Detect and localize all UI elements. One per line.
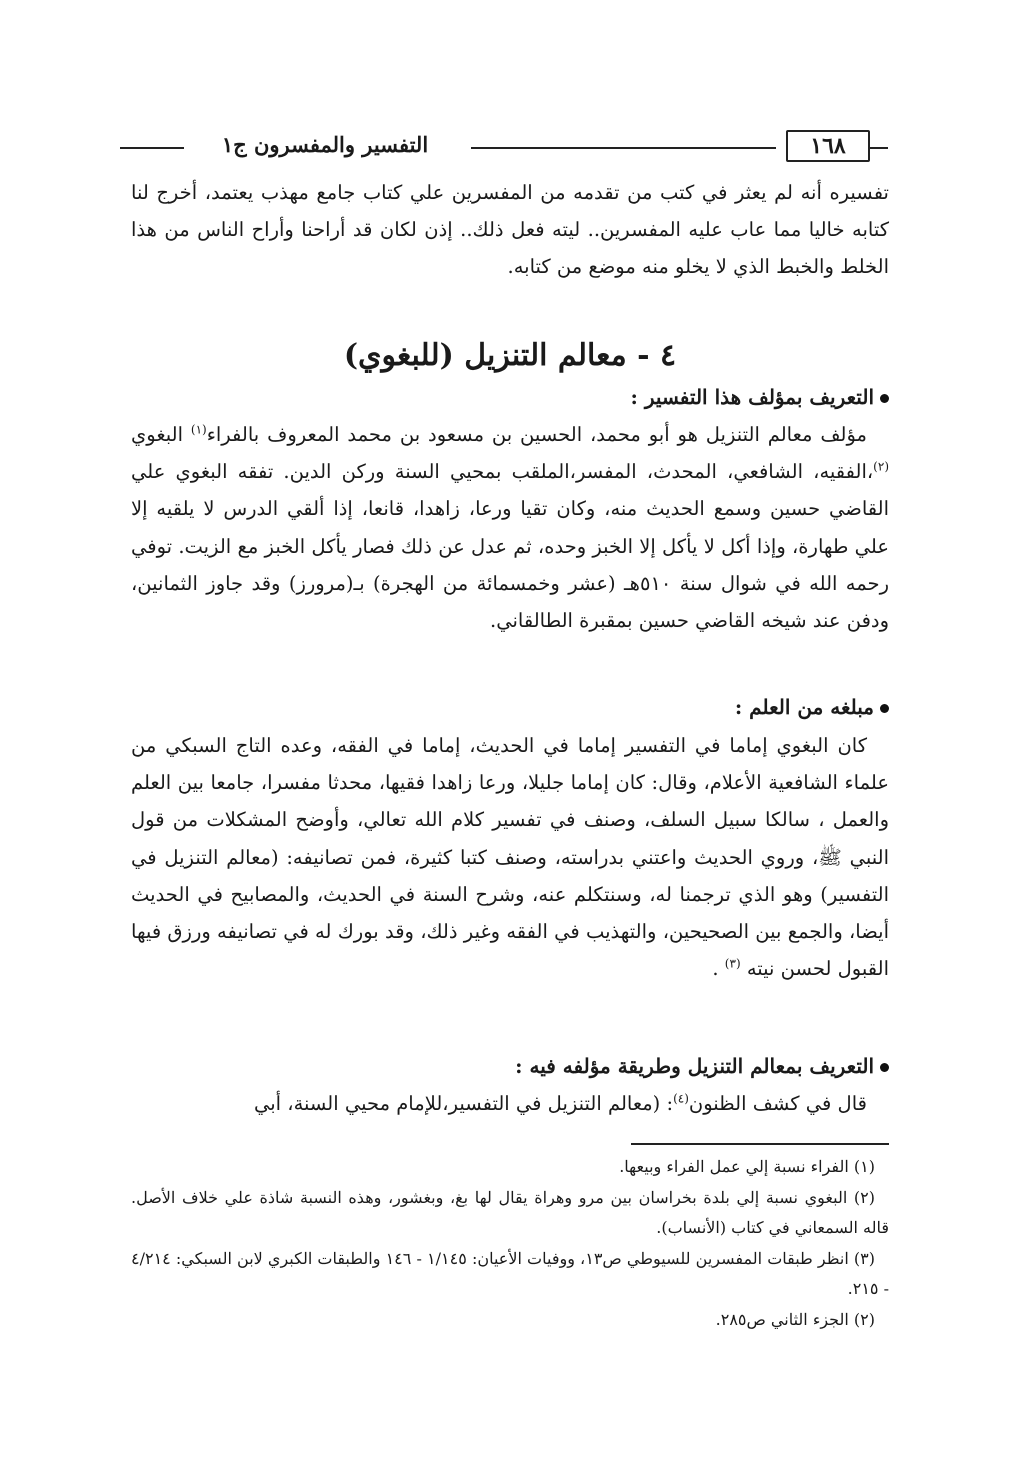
bullet-icon [880,1063,889,1072]
header-rule [120,147,184,149]
section-title: ٤ - معالم التنزيل (للبغوي) [343,338,677,373]
book-paragraph: قال في كشف الظنون$^{(٤)}$: (معالم التنزيل في التفسير،للإمام محيي السنة، أبي [253,1091,867,1115]
header-rule [471,147,776,149]
footnote-ref: (١) [190,422,207,437]
bullet-icon [880,394,889,403]
footnote-divider [631,1143,889,1145]
author-paragraph: مؤلف معالم التنزيل هو أبو محمد، الحسين بن مسعود بن محمد المعروف بالفراء$^{(١)}$ البغوي $^{(٢)}$،الفقيه، الشافعي، المحدث، المفسر،الملقب بمحيي السنة وركن الدين. تفقه البغوي علي القاضي حسين وسمع الحديث منه، وكان تقيا ورعا، زاهدا، قانعا، إذا ألقي الدرس لا يلقيه إلا علي طهارة، وإذا أكل لا يأكل إلا الخبز وحده، ثم عدل عن ذلك فصار يأكل الخبز مع الزيت. توفي رحمه الله في شوال سنة ٥١٠هـ (عشر وخمسمائة من الهجرة) بـ(مرورز) وقد جاوز الثمانين، ودفن عند شيخه القاضي حسين بمقبرة الطالقاني. [131,422,890,633]
page-number: ١٦٨ [786,130,870,162]
bullet-icon [880,704,889,713]
footnote: (٣) انظر طبقات المفسرين للسيوطي ص١٣، ووفيات الأعيان: ١/١٤٥ - ١٤٦ والطبقات الكبري لابن السبكي: ٤/٢١٤ - ٢١٥. [131,1248,889,1298]
header-rule [870,147,888,149]
footnotes [131,1152,889,1335]
intro-paragraph: تفسيره أنه لم يعثر في كتب من تقدمه من المفسرين علي كتاب جامع مهذب يعتمد، أخرج لنا كتابه خاليا مما عاب عليه المفسرين.. ليته فعل ذلك.. إذن لكان قد أراحنا وأراح الناس من هذا الخلط والخبط الذي لا يخلو منه موضع من كتابه. [131,181,889,279]
footnote: (٢) البغوي نسبة إلي بلدة بخراسان بين مرو وهراة يقال لها بغ، وبغشور، وهذه النسبة شاذة علي خلاف الأصل. قاله السمعاني في كتاب (الأنساب). [131,1187,889,1237]
footnote-ref: (٤) [673,1091,689,1106]
page-header [120,130,888,166]
subsection-heading: مبلغه من العلم : [131,689,889,725]
running-title: التفسير والمفسرون ج١ [221,132,429,157]
footnote: (٢) الجزء الثاني ص٢٨٥. [715,1309,875,1329]
footnote: (١) الفراء نسبة إلي عمل الفراء وبيعها. [619,1157,875,1176]
subsection-heading: التعريف بمؤلف هذا التفسير : [131,379,889,415]
footnote-ref: (٢) [873,459,889,474]
footnote-ref: (٣) [724,956,741,971]
knowledge-paragraph: كان البغوي إماما في التفسير إماما في الحديث، إماما في الفقه، وعده التاج السبكي من علماء الشافعية الأعلام، وقال: كان إماما جليلا، ورعا زاهدا فقيها، محدثا مفسرا، جامعا بين العلم والعمل ، سالكا سبيل السلف، وصنف في تفسير كلام الله تعالي، وأوضح المشكلات من قول النبي ﷺ، وروي الحديث واعتني بدراسته، وصنف كتبا كثيرة، فمن تصانيفه: (معالم التنزيل في التفسير) وهو الذي ترجمنا له، وسنتكلم عنه، وشرح السنة في الحديث، والمصابيح في الحديث أيضا، والجمع بين الصحيحين، والتهذيب في الفقه وغير ذلك، وقد بورك له في تصانيفه ورزق فيها القبول لحسن نيته $^{(٣)}$ . [131,734,889,981]
subsection-heading: التعريف بمعالم التنزيل وطريقة مؤلفه فيه : [131,1048,889,1084]
